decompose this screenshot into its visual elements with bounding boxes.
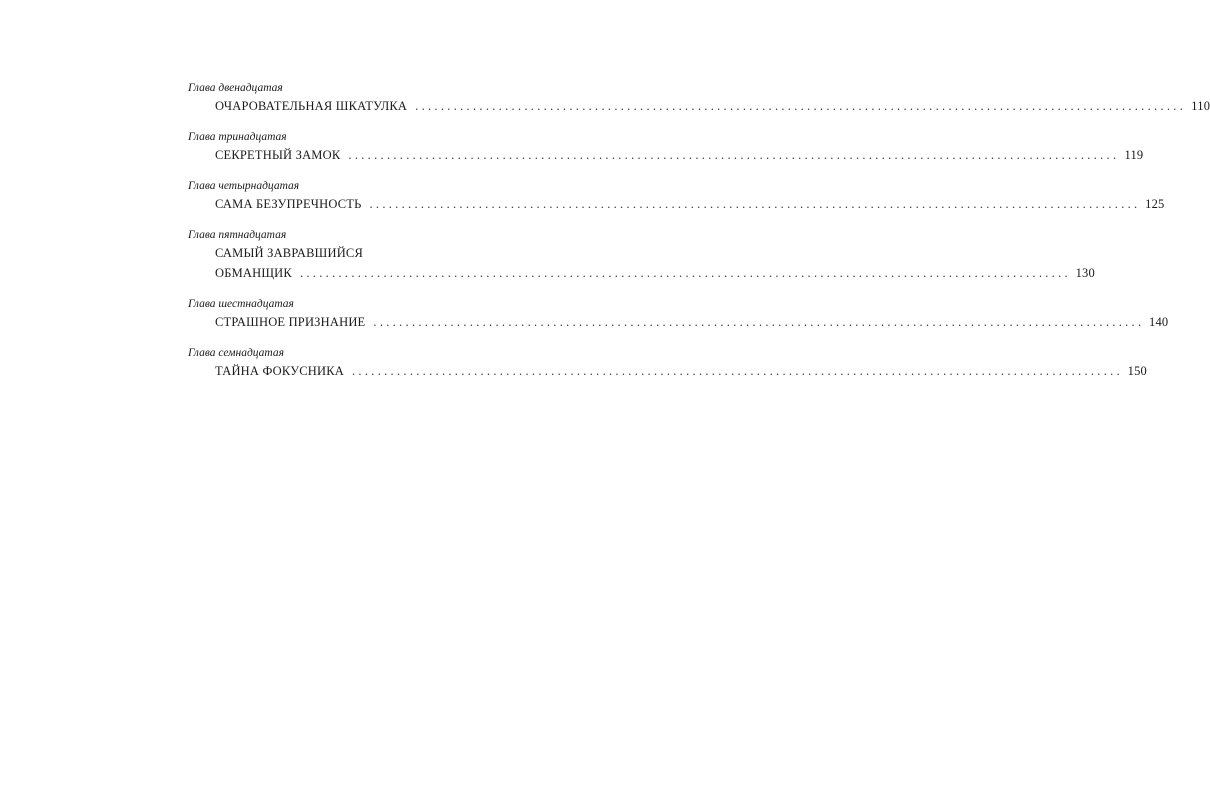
toc-entry	[188, 80, 1210, 116]
toc-entry	[188, 178, 1165, 214]
chapter-title: ТАЙНА ФОКУСНИКА	[215, 364, 344, 378]
chapter-label: Глава семнадцатая	[188, 347, 284, 359]
toc-entry	[188, 296, 1169, 332]
chapter-title-block	[215, 312, 1169, 332]
chapter-title-line: САМЫЙ ЗАВРАВШИЙСЯ	[215, 246, 363, 260]
chapter-title-block	[215, 361, 1147, 381]
chapter-title-block	[215, 145, 1144, 165]
chapter-label: Глава шестнадцатая	[188, 298, 294, 310]
dot-leader: ........................................................................................................................	[373, 315, 1145, 329]
chapter-title: ОЧАРОВАТЕЛЬНАЯ ШКАТУЛКА	[215, 99, 408, 113]
toc-row	[215, 361, 1147, 381]
chapter-title-block	[215, 96, 1210, 116]
toc-entry	[188, 345, 1147, 381]
page-number: 130	[1075, 266, 1095, 280]
page-number: 119	[1124, 148, 1144, 162]
dot-leader: ........................................................................................................................	[352, 364, 1123, 378]
table-of-contents	[188, 80, 1210, 394]
dot-leader: ........................................................................................................................	[348, 148, 1120, 162]
chapter-label: Глава четырнадцатая	[188, 180, 300, 192]
toc-row	[215, 145, 1144, 165]
chapter-label: Глава тринадцатая	[188, 131, 287, 143]
chapter-title: САМА БЕЗУПРЕЧНОСТЬ	[215, 197, 362, 211]
toc-entry	[188, 227, 1095, 283]
chapter-title-block	[215, 194, 1165, 214]
chapter-label: Глава пятнадцатая	[188, 229, 287, 241]
dot-leader: ........................................................................................................................	[415, 99, 1187, 113]
toc-entry	[188, 129, 1144, 165]
chapter-title: ОБМАНЩИК	[215, 266, 292, 280]
page-number: 110	[1191, 99, 1210, 113]
dot-leader: ........................................................................................................................	[299, 266, 1071, 280]
page-number: 125	[1145, 197, 1165, 211]
chapter-title: СЕКРЕТНЫЙ ЗАМОК	[215, 148, 341, 162]
toc-row	[215, 194, 1165, 214]
chapter-title-block	[215, 243, 1095, 283]
page-number: 140	[1149, 315, 1169, 329]
toc-row	[215, 263, 1095, 283]
page-number: 150	[1127, 364, 1147, 378]
toc-row	[215, 96, 1210, 116]
chapter-title: СТРАШНОЕ ПРИЗНАНИЕ	[215, 315, 366, 329]
toc-row	[215, 312, 1169, 332]
dot-leader: ........................................................................................................................	[369, 197, 1141, 211]
chapter-label: Глава двенадцатая	[188, 82, 283, 94]
